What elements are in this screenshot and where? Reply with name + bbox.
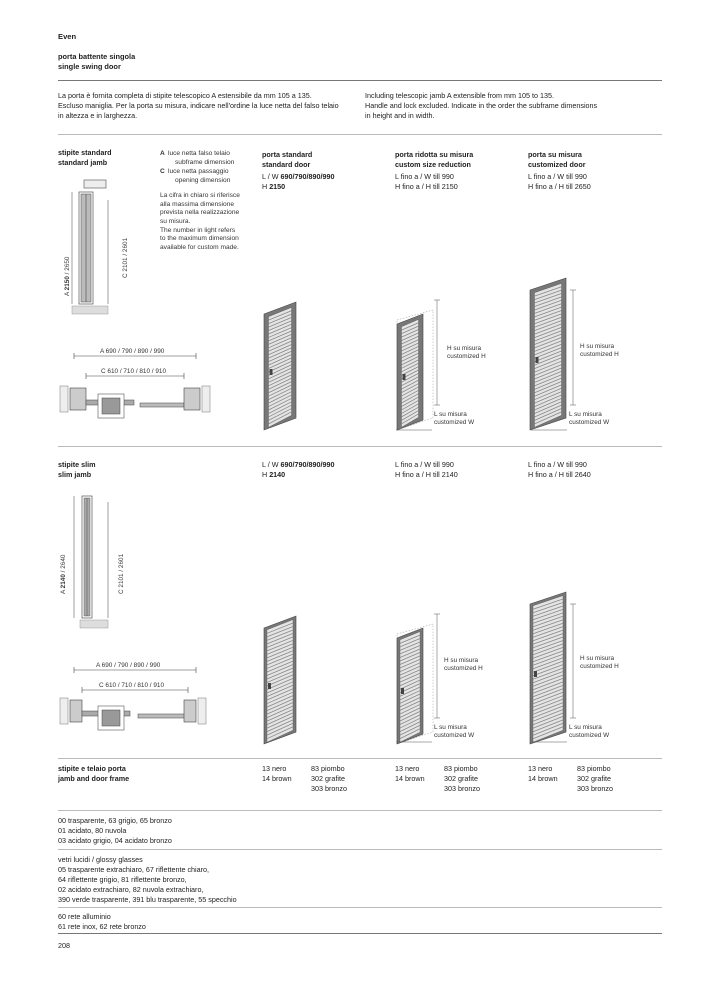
note-it: H su misura [580, 343, 615, 350]
col-head-en: standard door [262, 159, 311, 169]
finish-item: 14 brown [395, 773, 425, 783]
h-note-custom [580, 655, 619, 672]
l-note-reduced [434, 724, 474, 741]
dim-bold: 2150 [64, 276, 71, 291]
intro-it-line: in altezza e in larghezza. [58, 110, 138, 120]
finish-item: 302 grafite [311, 773, 345, 783]
finish-item: 303 bronzo [311, 783, 347, 793]
note-it: H su misura [444, 657, 479, 664]
dim-c-vertical: C 2101 / 2601 [122, 237, 129, 278]
col-head-it: porta standard [262, 150, 313, 159]
width-prefix: L / W [262, 460, 281, 469]
col-height: H fino a / H till 2640 [528, 469, 591, 479]
intro-en-line: Handle and lock excluded. Indicate in the order the subframe dimensions [365, 100, 598, 110]
legend-it: luce netta falso telaio [168, 150, 230, 157]
note-it: L su misura [569, 411, 602, 418]
col-width: L fino a / W till 990 [528, 460, 587, 469]
width-bold: 690/790/890/990 [280, 171, 335, 181]
label-it: stipite e telaio porta [58, 764, 126, 773]
dim-rest: / 2650 [64, 256, 71, 277]
finishes-col1-left [262, 764, 292, 784]
note-it: L su misura [434, 411, 467, 418]
label-it: stipite standard [58, 148, 112, 157]
finish-item: 302 grafite [577, 773, 611, 783]
glass-line: 00 trasparente, 63 grigio, 65 bronzo [58, 816, 172, 825]
label-en: jamb and door frame [58, 773, 130, 783]
plan-a-label: A 690 / 790 / 890 / 990 [100, 348, 165, 355]
glass-line: 64 riflettente grigio, 81 riflettente bronzo, [58, 874, 187, 884]
glass-group-1 [58, 816, 172, 846]
note-line: La cifra in chiaro si riferisce [160, 192, 240, 200]
finish-item: 13 nero [262, 764, 287, 773]
finish-item: 14 brown [262, 773, 292, 783]
intro-it-line: La porta è fornita completa di stipite telescopico A estensibile da mm 105 a 135. [58, 91, 312, 100]
plan-c-label: C 610 / 710 / 810 / 910 [101, 368, 167, 375]
glass-line: 05 trasparente extrachiaro, 67 riflettente chiaro, [58, 864, 210, 874]
dim-prefix: A [60, 588, 67, 594]
intro-en-line: Including telescopic jamb A extensible from mm 105 to 135. [365, 91, 554, 100]
brand-name: Even [58, 32, 77, 41]
legend-en: subframe dimension [175, 158, 235, 166]
l-note-custom [569, 724, 609, 741]
note-en: customized H [580, 351, 619, 359]
finish-item: 83 piombo [577, 764, 611, 773]
label-it: stipite slim [58, 460, 96, 469]
finishes-col2-right [444, 764, 480, 794]
note-it: L su misura [434, 724, 467, 731]
finishes-col2-left [395, 764, 425, 784]
glass-line: 03 acidato grigio, 04 acidato bronzo [58, 835, 172, 845]
label-en: slim jamb [58, 469, 92, 479]
h-note-reduced [444, 657, 483, 674]
title-it: porta battente singola [58, 52, 136, 61]
note-it: L su misura [569, 724, 602, 731]
height-prefix: H [262, 181, 270, 191]
dim-prefix: A [64, 290, 71, 296]
col-height: H fino a / H till 2650 [528, 181, 591, 191]
finishes-col1-right [311, 764, 347, 794]
note-en: customized H [447, 353, 486, 361]
intro-it-line: Escluso maniglia. Per la porta su misura, indicare nell'ordine la luce netta del falso telaio [58, 100, 339, 110]
footer-divider [58, 933, 662, 934]
finishes-divider [58, 810, 662, 811]
col-head-en: customized door [528, 159, 586, 169]
finish-item: 13 nero [528, 764, 553, 773]
note-it: H su misura [580, 655, 615, 662]
finish-item: 14 brown [528, 773, 558, 783]
finish-item: 303 bronzo [444, 783, 480, 793]
note-line: The number in light refers [160, 226, 236, 234]
dim-rest: / 2640 [60, 554, 67, 575]
title-en: single swing door [58, 62, 121, 72]
glass-line: 390 verde trasparente, 391 blu trasparente, 55 specchio [58, 894, 237, 904]
col-width: L fino a / W till 990 [395, 460, 454, 469]
finish-item: 83 piombo [311, 764, 345, 773]
height-prefix: H [262, 469, 270, 479]
glass-divider-1 [58, 849, 662, 850]
height-bold: 2140 [269, 469, 286, 479]
glass-line: 01 acidato, 80 nuvola [58, 825, 127, 835]
height-bold: 2150 [269, 181, 286, 191]
col-width: L fino a / W till 990 [395, 171, 454, 181]
finish-item: 13 nero [395, 764, 420, 773]
label-en: standard jamb [58, 157, 108, 167]
section2-divider [58, 758, 662, 759]
note-line: prevista nella realizzazione [160, 209, 240, 217]
legend-it: luce netta passaggio [168, 168, 229, 176]
col-height: H fino a / H till 2150 [395, 181, 458, 191]
glass-line: 60 rete alluminio [58, 912, 111, 921]
width-prefix: L / W [262, 171, 281, 181]
col-head-it: porta su misura [528, 150, 582, 159]
note-line: alla massima dimensione [160, 200, 235, 208]
glass-group-2 [58, 855, 237, 905]
col-head-it: porta ridotta su misura [395, 150, 474, 159]
col-height: H fino a / H till 2140 [395, 469, 458, 479]
glass-line: vetri lucidi / glossy glasses [58, 855, 143, 864]
note-en: customized W [569, 419, 610, 427]
dim-c-vertical: C 2101 / 2601 [118, 553, 125, 594]
note-line: su misura. [160, 217, 191, 225]
note-en: customized H [444, 665, 483, 673]
note-en: customized H [580, 663, 619, 671]
note-line: available for custom made. [160, 243, 239, 251]
finish-item: 303 bronzo [577, 783, 613, 793]
plan-c-label: C 610 / 710 / 810 / 910 [99, 682, 165, 689]
dim-bold: 2140 [60, 574, 67, 589]
note-en: customized W [434, 732, 475, 740]
note-line: to the maximum dimension [160, 235, 239, 243]
note-en: customized W [569, 732, 610, 740]
legend-a-letter: A [160, 150, 165, 157]
glass-group-3 [58, 912, 146, 932]
glass-divider-2 [58, 907, 662, 908]
glass-line: 02 acidato extrachiaro, 82 nuvola extrachiaro, [58, 884, 204, 894]
plan-a-label: A 690 / 790 / 890 / 990 [96, 662, 161, 669]
note-en: customized W [434, 419, 475, 427]
finishes-col3-right [577, 764, 613, 794]
glass-line: 61 rete inox, 62 rete bronzo [58, 921, 146, 931]
note-it: H su misura [447, 345, 482, 352]
page-number: 208 [58, 941, 70, 950]
finishes-col3-left [528, 764, 558, 784]
col-width: L fino a / W till 990 [528, 171, 587, 181]
intro-en-line: in height and in width. [365, 110, 435, 120]
col-head-en: custom size reduction [395, 159, 471, 169]
legend-c-letter: C [160, 168, 165, 176]
finishes-label [58, 764, 129, 784]
legend-en: opening dimension [175, 176, 231, 184]
finish-item: 302 grafite [444, 773, 478, 783]
width-bold: 690/790/890/990 [280, 460, 335, 469]
finish-item: 83 piombo [444, 764, 478, 773]
